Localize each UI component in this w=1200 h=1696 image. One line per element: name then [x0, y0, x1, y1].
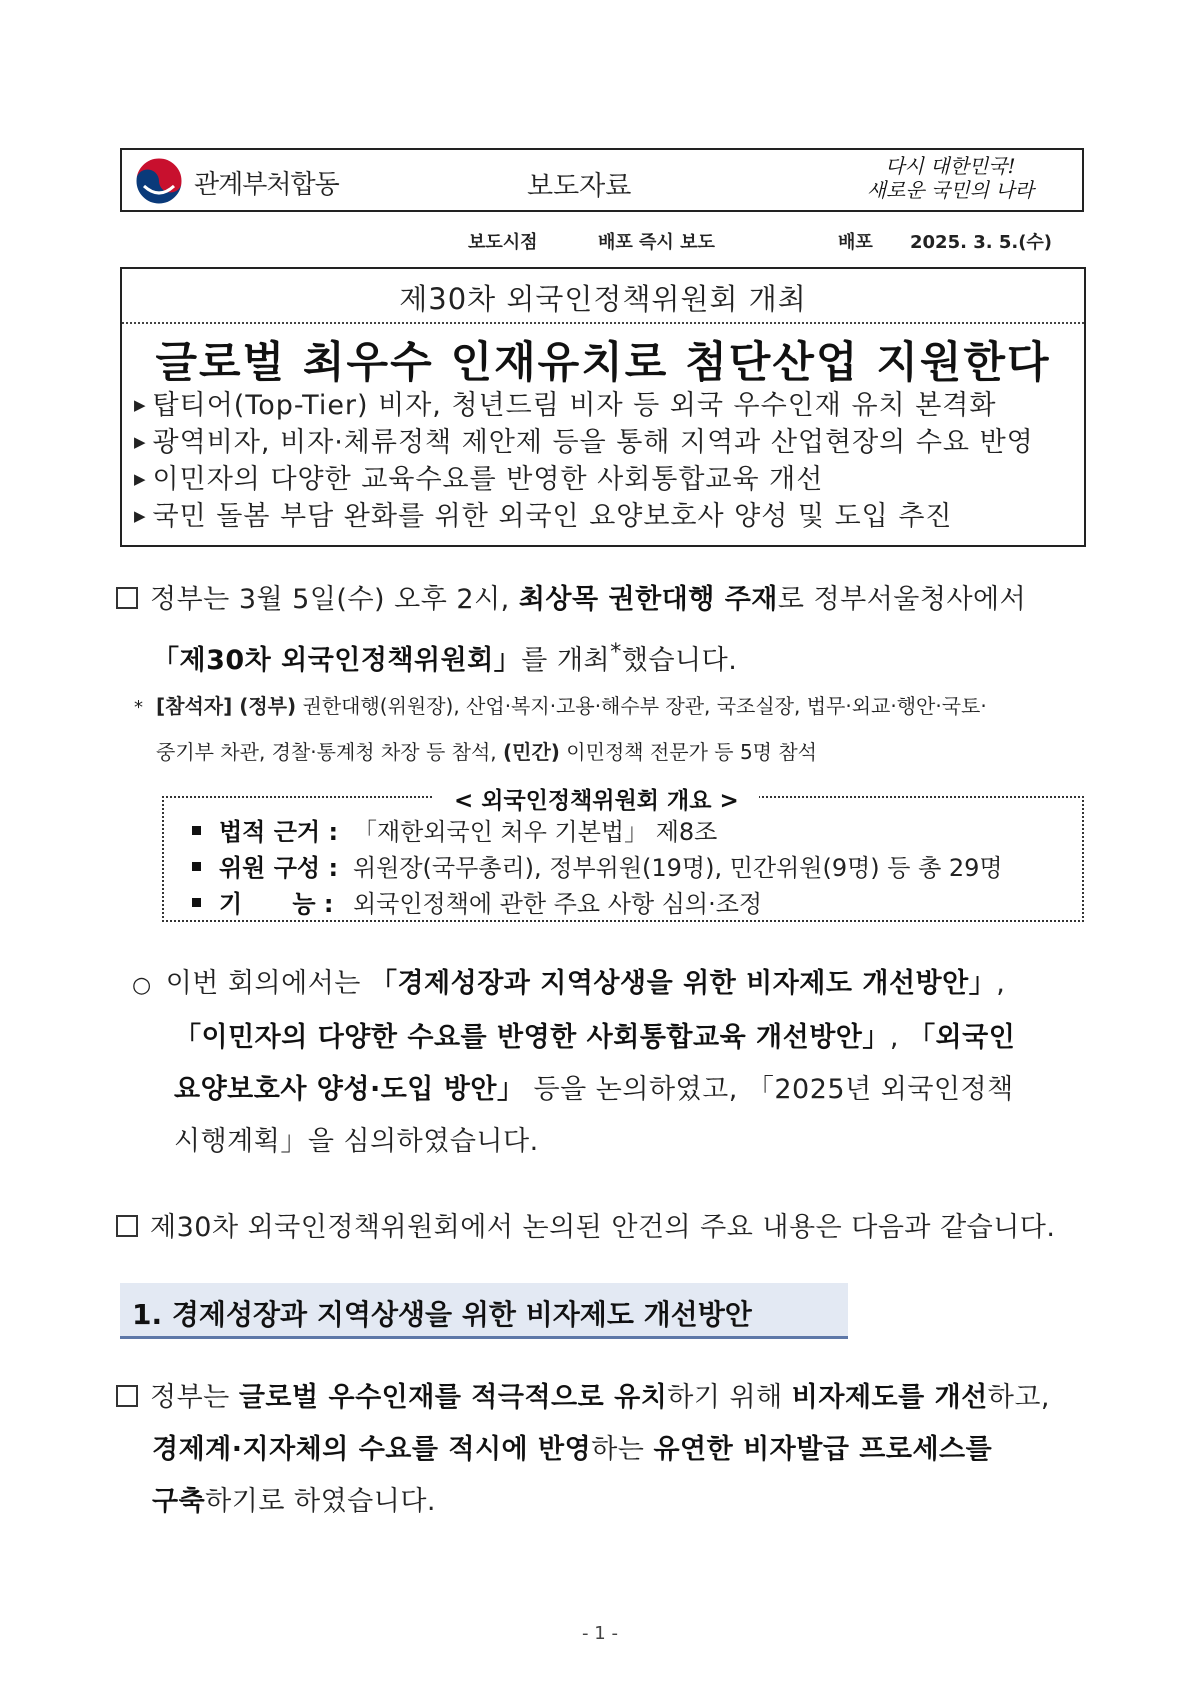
overview-label: 법적 근거 :	[219, 818, 339, 846]
checkbox-bullet-icon	[116, 1215, 138, 1237]
overview-label: 기 능 :	[219, 890, 334, 918]
text: 하기 위해	[667, 1382, 792, 1413]
bullet-text: 이민자의 다양한 교육수요를 반영한 사회통합교육 개선	[152, 464, 824, 495]
headline-box	[120, 267, 1086, 547]
text: 권한대행(위원장), 산업·복지·고용·해수부 장관, 국조실장, 법무·외교·행안·국토·	[296, 694, 987, 718]
text: 를 개최	[521, 645, 611, 676]
org-name: 관계부처합동	[194, 170, 339, 200]
paragraph-summary-intro	[116, 1202, 1096, 1254]
text: ,	[996, 968, 1006, 999]
paragraph-meeting	[116, 574, 1096, 687]
overview-label: 위원 구성 :	[219, 854, 339, 882]
emphasis: 유연한 비자발급 프로세스를	[653, 1434, 993, 1465]
attendee-note	[134, 684, 1094, 774]
paragraph-line	[116, 1372, 1096, 1424]
headline-title: 글로벌 최우수 인재유치로 첨단산업 지원한다	[155, 338, 1051, 388]
government-emblem-icon	[134, 156, 184, 206]
attendees-private-label: (민간)	[503, 740, 560, 764]
square-bullet-icon	[192, 898, 201, 907]
note-line	[134, 730, 1094, 774]
dotted-divider	[122, 322, 1084, 324]
paragraph-line	[116, 626, 1096, 687]
footnote-mark: *	[610, 639, 622, 665]
agenda-item: 「이민자의 다양한 수요를 반영한 사회통합교육 개선방안」	[174, 1022, 890, 1053]
release-time-label: 보도시점	[468, 232, 538, 253]
headline-subtitle: 제30차 외국인정책위원회 개최	[399, 282, 807, 316]
text: 하는	[591, 1434, 654, 1465]
overview-value: 외국인정책에 관한 주요 사항 심의·조정	[353, 890, 763, 918]
headline-bullet	[134, 461, 1074, 498]
text: 정부는 3월 5일(수) 오후 2시,	[150, 584, 519, 615]
text: 로 정부서울청사에서	[777, 584, 1027, 615]
emphasis: 비자제도를 개선	[791, 1382, 988, 1413]
overview-row	[192, 812, 717, 847]
overview-value: 「재한외국인 처우 기본법」 제8조	[353, 818, 718, 846]
text: 등을 논의하였고, 「2025년 외국인정책	[524, 1074, 1014, 1105]
triangle-bullet-icon: ▶	[134, 507, 147, 525]
distribution-date: 2025. 3. 5.(수)	[910, 232, 1053, 253]
paragraph-line	[116, 574, 1096, 626]
checkbox-bullet-icon	[116, 1385, 138, 1407]
emphasis: 경제계·지자체의 수요를 적시에 반영	[152, 1434, 592, 1465]
paragraph-line	[132, 1064, 1092, 1116]
overview-value: 위원장(국무총리), 정부위원(19명), 민간위원(9명) 등 총 29명	[353, 854, 1003, 882]
header-box	[120, 148, 1084, 212]
committee-name: 「제30차 외국인정책위원회」	[152, 645, 522, 676]
text: 시행계획」을 심의하였습니다.	[174, 1126, 539, 1157]
triangle-bullet-icon: ▶	[134, 396, 147, 414]
text: 정부는	[150, 1382, 239, 1413]
release-title: 보도자료	[527, 171, 632, 202]
page-number: - 1 -	[582, 1623, 618, 1644]
paragraph-line	[132, 1116, 1092, 1168]
attendees-gov-label: [참석자] (정부)	[156, 694, 297, 718]
paragraph-line	[132, 1012, 1092, 1064]
slogan-line-2: 새로운 국민의 나라	[866, 178, 1034, 202]
emphasis: 글로벌 우수인재를 적극적으로 유치	[238, 1382, 668, 1413]
paragraph-visa-reform	[116, 1372, 1096, 1528]
text: 이번 회의에서는	[165, 968, 370, 999]
text: ,	[889, 1022, 909, 1053]
headline-bullet	[134, 498, 1074, 535]
paragraph-line	[116, 1476, 1096, 1528]
slogan	[867, 154, 1034, 202]
note-line	[134, 684, 1094, 730]
distribution-label: 배포	[838, 232, 873, 253]
section-heading	[120, 1283, 848, 1339]
agenda-item: 「외국인	[908, 1022, 1016, 1053]
overview-row	[192, 884, 762, 919]
headline-bullets	[134, 387, 1074, 535]
bullet-text: 탑티어(Top-Tier) 비자, 청년드림 비자 등 외국 우수인재 유치 본격화	[152, 390, 997, 421]
bullet-text: 광역비자, 비자·체류정책 제안제 등을 통해 지역과 산업현장의 수요 반영	[152, 427, 1034, 458]
paragraph-line	[132, 958, 1092, 1012]
checkbox-bullet-icon	[116, 587, 138, 609]
agenda-item: 요양보호사 양성·도입 방안」	[174, 1074, 525, 1105]
circle-bullet-icon: ○	[132, 973, 152, 998]
bullet-text: 국민 돌봄 부담 완화를 위한 외국인 요양보호사 양성 및 도입 추진	[152, 501, 953, 532]
square-bullet-icon	[192, 826, 201, 835]
section-title: 1. 경제성장과 지역상생을 위한 비자제도 개선방안	[132, 1298, 752, 1331]
overview-row	[192, 848, 1003, 883]
square-bullet-icon	[192, 862, 201, 871]
text: 하기로 하였습니다.	[205, 1486, 436, 1517]
agenda-item: 「경제성장과 지역상생을 위한 비자제도 개선방안」	[369, 968, 997, 999]
headline-bullet	[134, 387, 1074, 424]
headline-bullet	[134, 424, 1074, 461]
triangle-bullet-icon: ▶	[134, 470, 147, 488]
text: 이민정책 전문가 등 5명 참석	[559, 740, 817, 764]
text: 했습니다.	[621, 645, 738, 676]
committee-overview-box	[162, 788, 1084, 922]
emphasis: 구축	[152, 1486, 206, 1517]
text: 중기부 차관, 경찰·통계청 차장 등 참석,	[156, 740, 504, 764]
overview-title: < 외국인정책위원회 개요 >	[434, 782, 759, 815]
chair-text: 최상목 권한대행 주재	[518, 584, 778, 615]
paragraph-line	[116, 1424, 1096, 1476]
text: 제30차 외국인정책위원회에서 논의된 안건의 주요 내용은 다음과 같습니다.	[150, 1212, 1056, 1243]
text: 하고,	[987, 1382, 1051, 1413]
paragraph-agenda	[132, 958, 1092, 1168]
triangle-bullet-icon: ▶	[134, 433, 147, 451]
asterisk-mark: *	[134, 697, 143, 718]
release-time-value: 배포 즉시 보도	[598, 232, 715, 253]
slogan-line-1: 다시 대한민국!	[885, 154, 1016, 178]
